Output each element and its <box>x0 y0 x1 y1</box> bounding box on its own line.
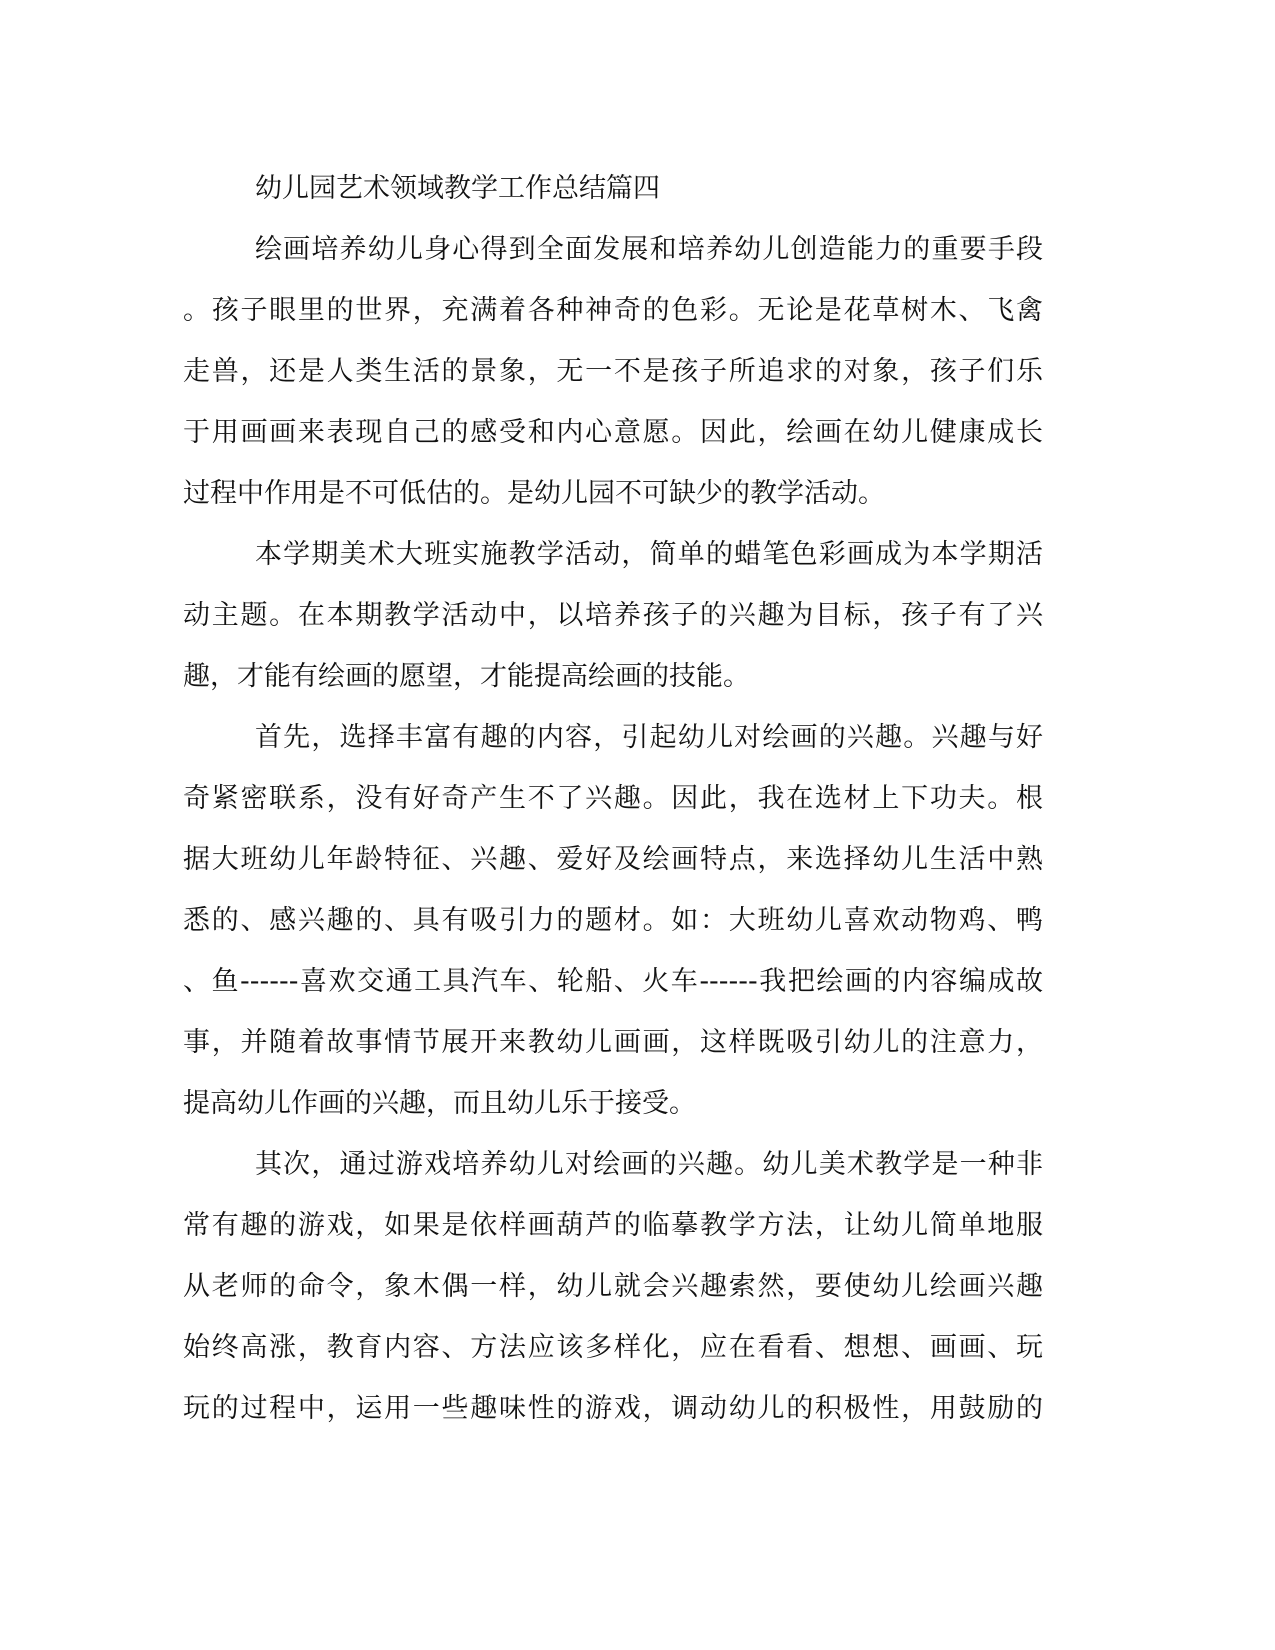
paragraph-line: 趣，才能有绘画的愿望，才能提高绘画的技能。 <box>183 661 750 692</box>
paragraph-line: 玩的过程中，运用一些趣味性的游戏，调动幼儿的积极性，用鼓励的 <box>183 1393 1043 1424</box>
document-body <box>183 158 1043 1439</box>
paragraph-line: 从老师的命令，象木偶一样，幼儿就会兴趣索然，要使幼儿绘画兴趣 <box>183 1271 1043 1302</box>
paragraph-3 <box>183 707 1043 1134</box>
paragraph-line: 事，并随着故事情节展开来教幼儿画画，这样既吸引幼儿的注意力， <box>183 1027 1043 1058</box>
paragraph-line: 绘画培养幼儿身心得到全面发展和培养幼儿创造能力的重要手段 <box>255 234 1043 265</box>
paragraph-line: 始终高涨，教育内容、方法应该多样化，应在看看、想想、画画、玩 <box>183 1332 1043 1363</box>
paragraph-line: 。孩子眼里的世界，充满着各种神奇的色彩。无论是花草树木、飞禽 <box>183 295 1043 326</box>
paragraph-line: 过程中作用是不可低估的。是幼儿园不可缺少的教学活动。 <box>183 478 885 509</box>
paragraph-line: 据大班幼儿年龄特征、兴趣、爱好及绘画特点，来选择幼儿生活中熟 <box>183 844 1043 875</box>
document-title: 幼儿园艺术领域教学工作总结篇四 <box>255 173 660 204</box>
paragraph-line: 提高幼儿作画的兴趣，而且幼儿乐于接受。 <box>183 1088 696 1119</box>
paragraph-line: 悉的、感兴趣的、具有吸引力的题材。如：大班幼儿喜欢动物鸡、鸭 <box>183 905 1043 936</box>
paragraph-line: 首先，选择丰富有趣的内容，引起幼儿对绘画的兴趣。兴趣与好 <box>255 722 1043 753</box>
paragraph-4 <box>183 1134 1043 1439</box>
paragraph-line: 、鱼------喜欢交通工具汽车、轮船、火车------我把绘画的内容编成故 <box>183 966 1043 997</box>
paragraph-1 <box>183 219 1043 524</box>
paragraph-line: 动主题。在本期教学活动中，以培养孩子的兴趣为目标，孩子有了兴 <box>183 600 1043 631</box>
paragraph-line: 走兽，还是人类生活的景象，无一不是孩子所追求的对象，孩子们乐 <box>183 356 1043 387</box>
paragraph-line: 常有趣的游戏，如果是依样画葫芦的临摹教学方法，让幼儿简单地服 <box>183 1210 1043 1241</box>
paragraph-2 <box>183 524 1043 707</box>
paragraph-line: 其次，通过游戏培养幼儿对绘画的兴趣。幼儿美术教学是一种非 <box>255 1149 1043 1180</box>
paragraph-line: 本学期美术大班实施教学活动，简单的蜡笔色彩画成为本学期活 <box>255 539 1043 570</box>
paragraph-line: 于用画画来表现自己的感受和内心意愿。因此，绘画在幼儿健康成长 <box>183 417 1043 448</box>
paragraph-line: 奇紧密联系，没有好奇产生不了兴趣。因此，我在选材上下功夫。根 <box>183 783 1043 814</box>
